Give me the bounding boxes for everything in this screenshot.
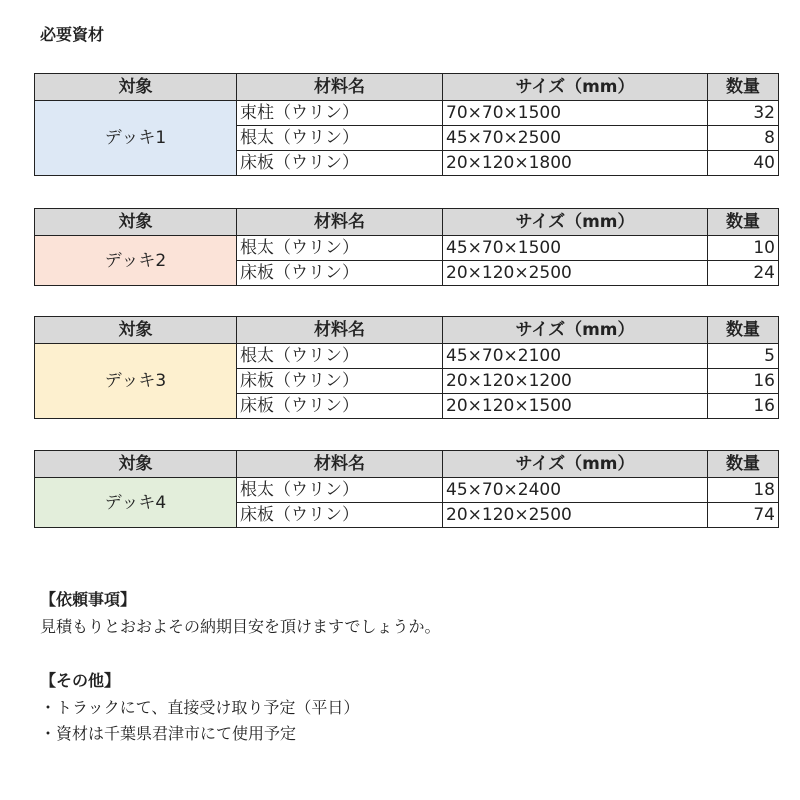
material-cell: 床板（ウリン） <box>237 503 443 528</box>
qty-cell: 10 <box>708 236 779 261</box>
table-row <box>35 236 779 261</box>
qty-cell: 5 <box>708 344 779 369</box>
material-cell: 床板（ウリン） <box>237 394 443 419</box>
materials-table-deck3 <box>34 316 779 419</box>
other-item: ・トラックにて、直接受け取り予定（平日） <box>40 698 360 717</box>
header-target: 対象 <box>35 74 237 101</box>
table-row <box>35 344 779 369</box>
size-cell: 45×70×2100 <box>443 344 708 369</box>
request-text: 見積もりとおおよその納期目安を頂けますでしょうか。 <box>40 617 441 636</box>
header-material: 材料名 <box>237 209 443 236</box>
qty-cell: 16 <box>708 369 779 394</box>
header-size: サイズ（mm） <box>443 209 708 236</box>
qty-cell: 18 <box>708 478 779 503</box>
target-cell: デッキ4 <box>35 478 237 528</box>
header-material: 材料名 <box>237 317 443 344</box>
qty-cell: 32 <box>708 101 779 126</box>
material-cell: 束柱（ウリン） <box>237 101 443 126</box>
page-title: 必要資材 <box>40 25 105 44</box>
size-cell: 70×70×1500 <box>443 101 708 126</box>
material-cell: 根太（ウリン） <box>237 478 443 503</box>
qty-cell: 74 <box>708 503 779 528</box>
header-target: 対象 <box>35 317 237 344</box>
header-material: 材料名 <box>237 74 443 101</box>
size-cell: 20×120×1200 <box>443 369 708 394</box>
other-heading: 【その他】 <box>40 671 121 690</box>
size-cell: 20×120×2500 <box>443 503 708 528</box>
size-cell: 20×120×1800 <box>443 151 708 176</box>
material-cell: 根太（ウリン） <box>237 236 443 261</box>
qty-cell: 24 <box>708 261 779 286</box>
table-header-row <box>35 317 779 344</box>
table-row <box>35 101 779 126</box>
qty-cell: 40 <box>708 151 779 176</box>
header-qty: 数量 <box>708 451 779 478</box>
header-size: サイズ（mm） <box>443 451 708 478</box>
material-cell: 根太（ウリン） <box>237 344 443 369</box>
material-cell: 床板（ウリン） <box>237 369 443 394</box>
other-item: ・資材は千葉県君津市にて使用予定 <box>40 724 297 743</box>
header-size: サイズ（mm） <box>443 74 708 101</box>
material-cell: 床板（ウリン） <box>237 151 443 176</box>
request-heading: 【依頼事項】 <box>40 590 137 609</box>
target-cell: デッキ2 <box>35 236 237 286</box>
table-header-row <box>35 74 779 101</box>
materials-table-deck4 <box>34 450 779 528</box>
material-cell: 根太（ウリン） <box>237 126 443 151</box>
table-row <box>35 478 779 503</box>
size-cell: 45×70×2400 <box>443 478 708 503</box>
target-cell: デッキ1 <box>35 101 237 176</box>
qty-cell: 8 <box>708 126 779 151</box>
header-qty: 数量 <box>708 317 779 344</box>
qty-cell: 16 <box>708 394 779 419</box>
size-cell: 45×70×1500 <box>443 236 708 261</box>
table-header-row <box>35 209 779 236</box>
size-cell: 45×70×2500 <box>443 126 708 151</box>
header-target: 対象 <box>35 451 237 478</box>
material-cell: 床板（ウリン） <box>237 261 443 286</box>
header-material: 材料名 <box>237 451 443 478</box>
materials-table-deck2 <box>34 208 779 286</box>
header-qty: 数量 <box>708 209 779 236</box>
target-cell: デッキ3 <box>35 344 237 419</box>
size-cell: 20×120×1500 <box>443 394 708 419</box>
size-cell: 20×120×2500 <box>443 261 708 286</box>
header-target: 対象 <box>35 209 237 236</box>
materials-table-deck1 <box>34 73 779 176</box>
header-size: サイズ（mm） <box>443 317 708 344</box>
table-header-row <box>35 451 779 478</box>
header-qty: 数量 <box>708 74 779 101</box>
